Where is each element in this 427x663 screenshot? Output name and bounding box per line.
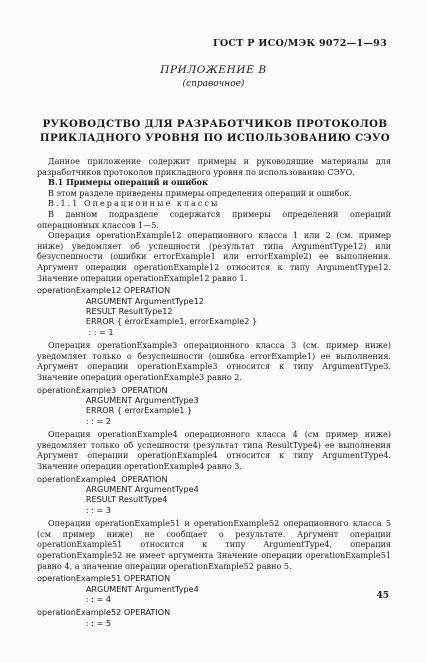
- section-heading-b11: B.1.1 Операционные классы: [48, 198, 220, 209]
- document-title: РУКОВОДСТВО ДЛЯ РАЗРАБОТЧИКОВ ПРОТОКОЛОВ ПРИКЛАДНОГО УРОВНЯ ПО ИСПОЛЬЗОВАНИЮ СЭУО: [39, 118, 391, 144]
- paragraph-op4: Операция operationExample4 операционного класса 4 (см пример ниже) уведомляет только об успешности (результат типа ResultType4) ее выполнения Аргумент операции operationExample4 относится к типу ArgumentType4. Значение операции operationExample4 равно 3.: [37, 429, 391, 471]
- section-heading-b1: B.1 Примеры операций и ошибок: [48, 177, 208, 188]
- page-number: 45: [376, 591, 389, 601]
- code-block-op52: operationExample52 OPERATION : : = 5: [37, 607, 171, 628]
- paragraph-b1-intro: В этом разделе приведены примеры определения операций и ошибок.: [48, 187, 352, 198]
- code-block-op12: operationExample12 OPERATION ARGUMENT ArgumentType12 RESULT ResultType12 ERROR { errorExample1, errorExample2 } : : = 1: [37, 285, 258, 337]
- body-text: [37, 156, 391, 631]
- code-block-op4: operationExample4 OPERATION ARGUMENT ArgumentType4 RESULT ResultType4 : : = 3: [37, 473, 199, 515]
- paragraph-op12: Операция operationExample12 операционного класса 1 или 2 (см. пример ниже) уведомляет об успешности (результат типа ArgumentType12) или безуспешности (ошибки errorExample1 или errorExample2) ее выполнения. Аргумент операции operationExample12 относится к типу ArgumentType12. Значение операции operationExample12 равно 1.: [37, 230, 391, 283]
- paragraph-b11-intro: В данном подразделе содержатся примеры определений операций операционных классов 1—5.: [37, 208, 391, 230]
- paragraph-op5: Операции operationExample51 и operationExample52 операционного класса 5 (см пример ниже) не сообщает о результате. Аргумент операции operationExample51 относится к типу ArgumentType4, операция operationExample52 не имеет аргумента Значение операции operationExample51 равно 4, а значение операции operationExample52 равно 5.: [37, 518, 391, 571]
- appendix-title: ПРИЛОЖЕНИЕ В: [160, 64, 267, 76]
- code-block-op51: operationExample51 OPERATION ARGUMENT ArgumentType4 : : = 4: [37, 573, 199, 604]
- standard-code-header: ГОСТ Р ИСО/МЭК 9072—1—93: [213, 38, 387, 49]
- paragraph-intro: Данное приложение содержит примеры и руководящие материалы для разработчиков протоколов прикладного уровня по использованию СЭУО.: [37, 156, 391, 177]
- appendix-subtitle: (справочное): [182, 79, 245, 89]
- paragraph-op3: Операция operationExample3 операционного класса 3 (см. пример ниже) уведомляет только о безуспешности (ошибка errorExample1) ее выполнения. Аргумент операции operationExample3 относится к типу ArgumentType3. Значение операции operationExample3 равно 2.: [37, 340, 391, 382]
- code-block-op3: operationExample3 OPERATION ARGUMENT ArgumentType3 ERROR { errorExample1 } : : = 2: [37, 384, 199, 426]
